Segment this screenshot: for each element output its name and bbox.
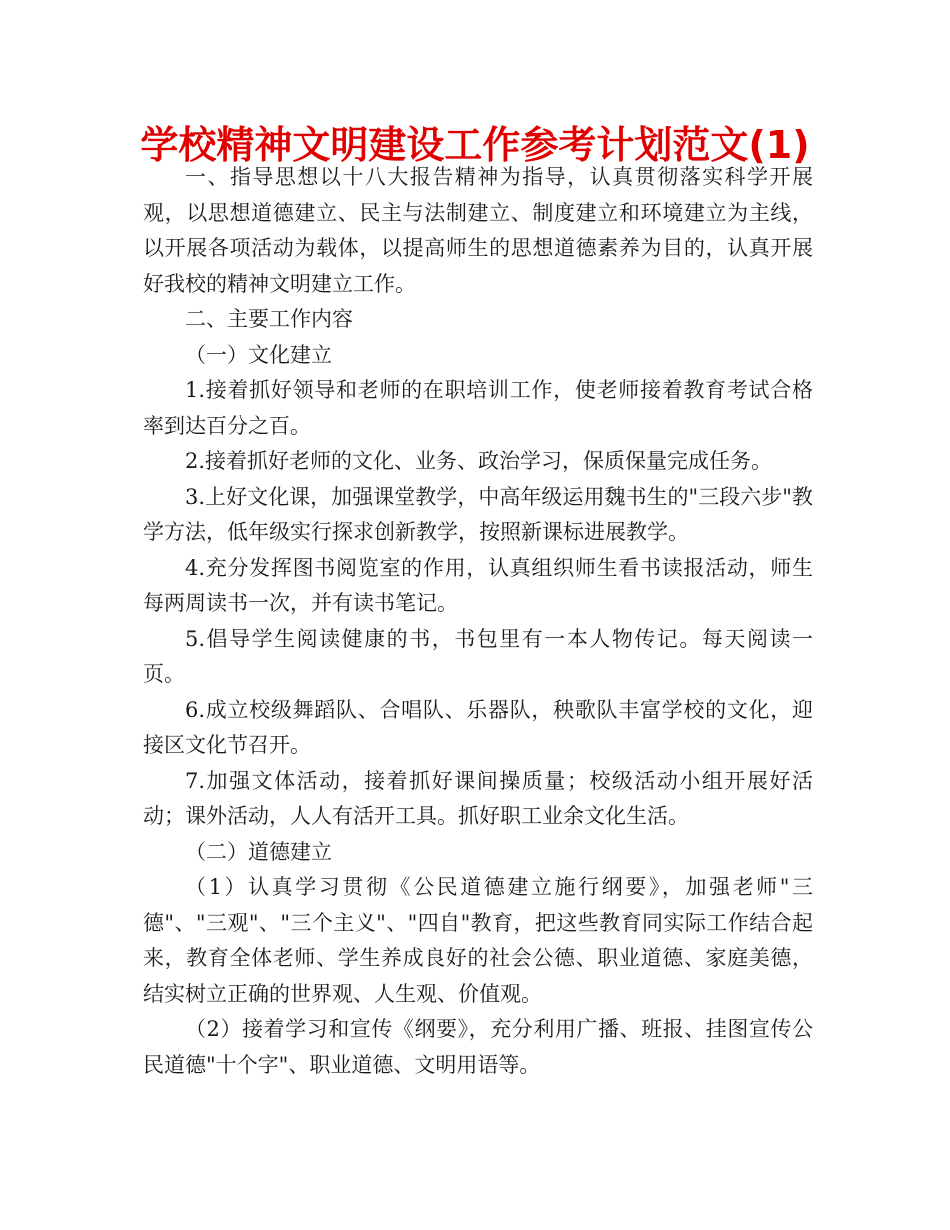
heading-main-work: 二、主要工作内容 [185, 307, 353, 331]
paragraph-guiding-ideology: 一、指导思想以十八大报告精神为指导，认真贯彻落实科学开展观，以思想道德建立、民主与法制建立、制度建立和环境建立为主线，以开展各项活动为载体，以提高师生的思想道德素养为目的，认真开展好我校的精神文明建立工作。 [143, 165, 813, 296]
document-title: 学校精神文明建设工作参考计划范文(1) [140, 123, 810, 167]
list-item: 6.成立校级舞蹈队、合唱队、乐器队，秧歌队丰富学校的文化，迎接区文化节召开。 [143, 697, 813, 757]
heading-culture: （一）文化建立 [185, 342, 332, 367]
list-item: （2）接着学习和宣传《纲要》，充分利用广播、班报、挂图宣传公民道德"十个字"、职业道德、文明用语等。 [143, 1017, 813, 1077]
list-item: 4.充分发挥图书阅览室的作用，认真组织师生看书读报活动，师生每两周读书一次，并有读书笔记。 [143, 555, 813, 615]
document-body [143, 160, 813, 1083]
list-item: 5.倡导学生阅读健康的书，书包里有一本人物传记。每天阅读一页。 [143, 626, 813, 686]
list-item: 1.接着抓好领导和老师的在职培训工作，使老师接着教育考试合格率到达百分之百。 [143, 378, 813, 438]
list-item: 3.上好文化课，加强课堂教学，中高年级运用魏书生的"三段六步"教学方法，低年级实行探求创新教学，按照新课标进展教学。 [143, 484, 813, 544]
list-item: （1）认真学习贯彻《公民道德建立施行纲要》，加强老师"三德"、"三观"、"三个主义"、"四自"教育，把这些教育同实际工作结合起来，教育全体老师、学生养成良好的社会公德、职业道德、家庭美德，结实树立正确的世界观、人生观、价值观。 [143, 875, 813, 1006]
list-item: 2.接着抓好老师的文化、业务、政治学习，保质保量完成任务。 [185, 449, 773, 473]
heading-morality: （二）道德建立 [185, 839, 332, 864]
list-item: 7.加强文体活动，接着抓好课间操质量；校级活动小组开展好活动；课外活动，人人有活开工具。抓好职工业余文化生活。 [143, 768, 813, 828]
